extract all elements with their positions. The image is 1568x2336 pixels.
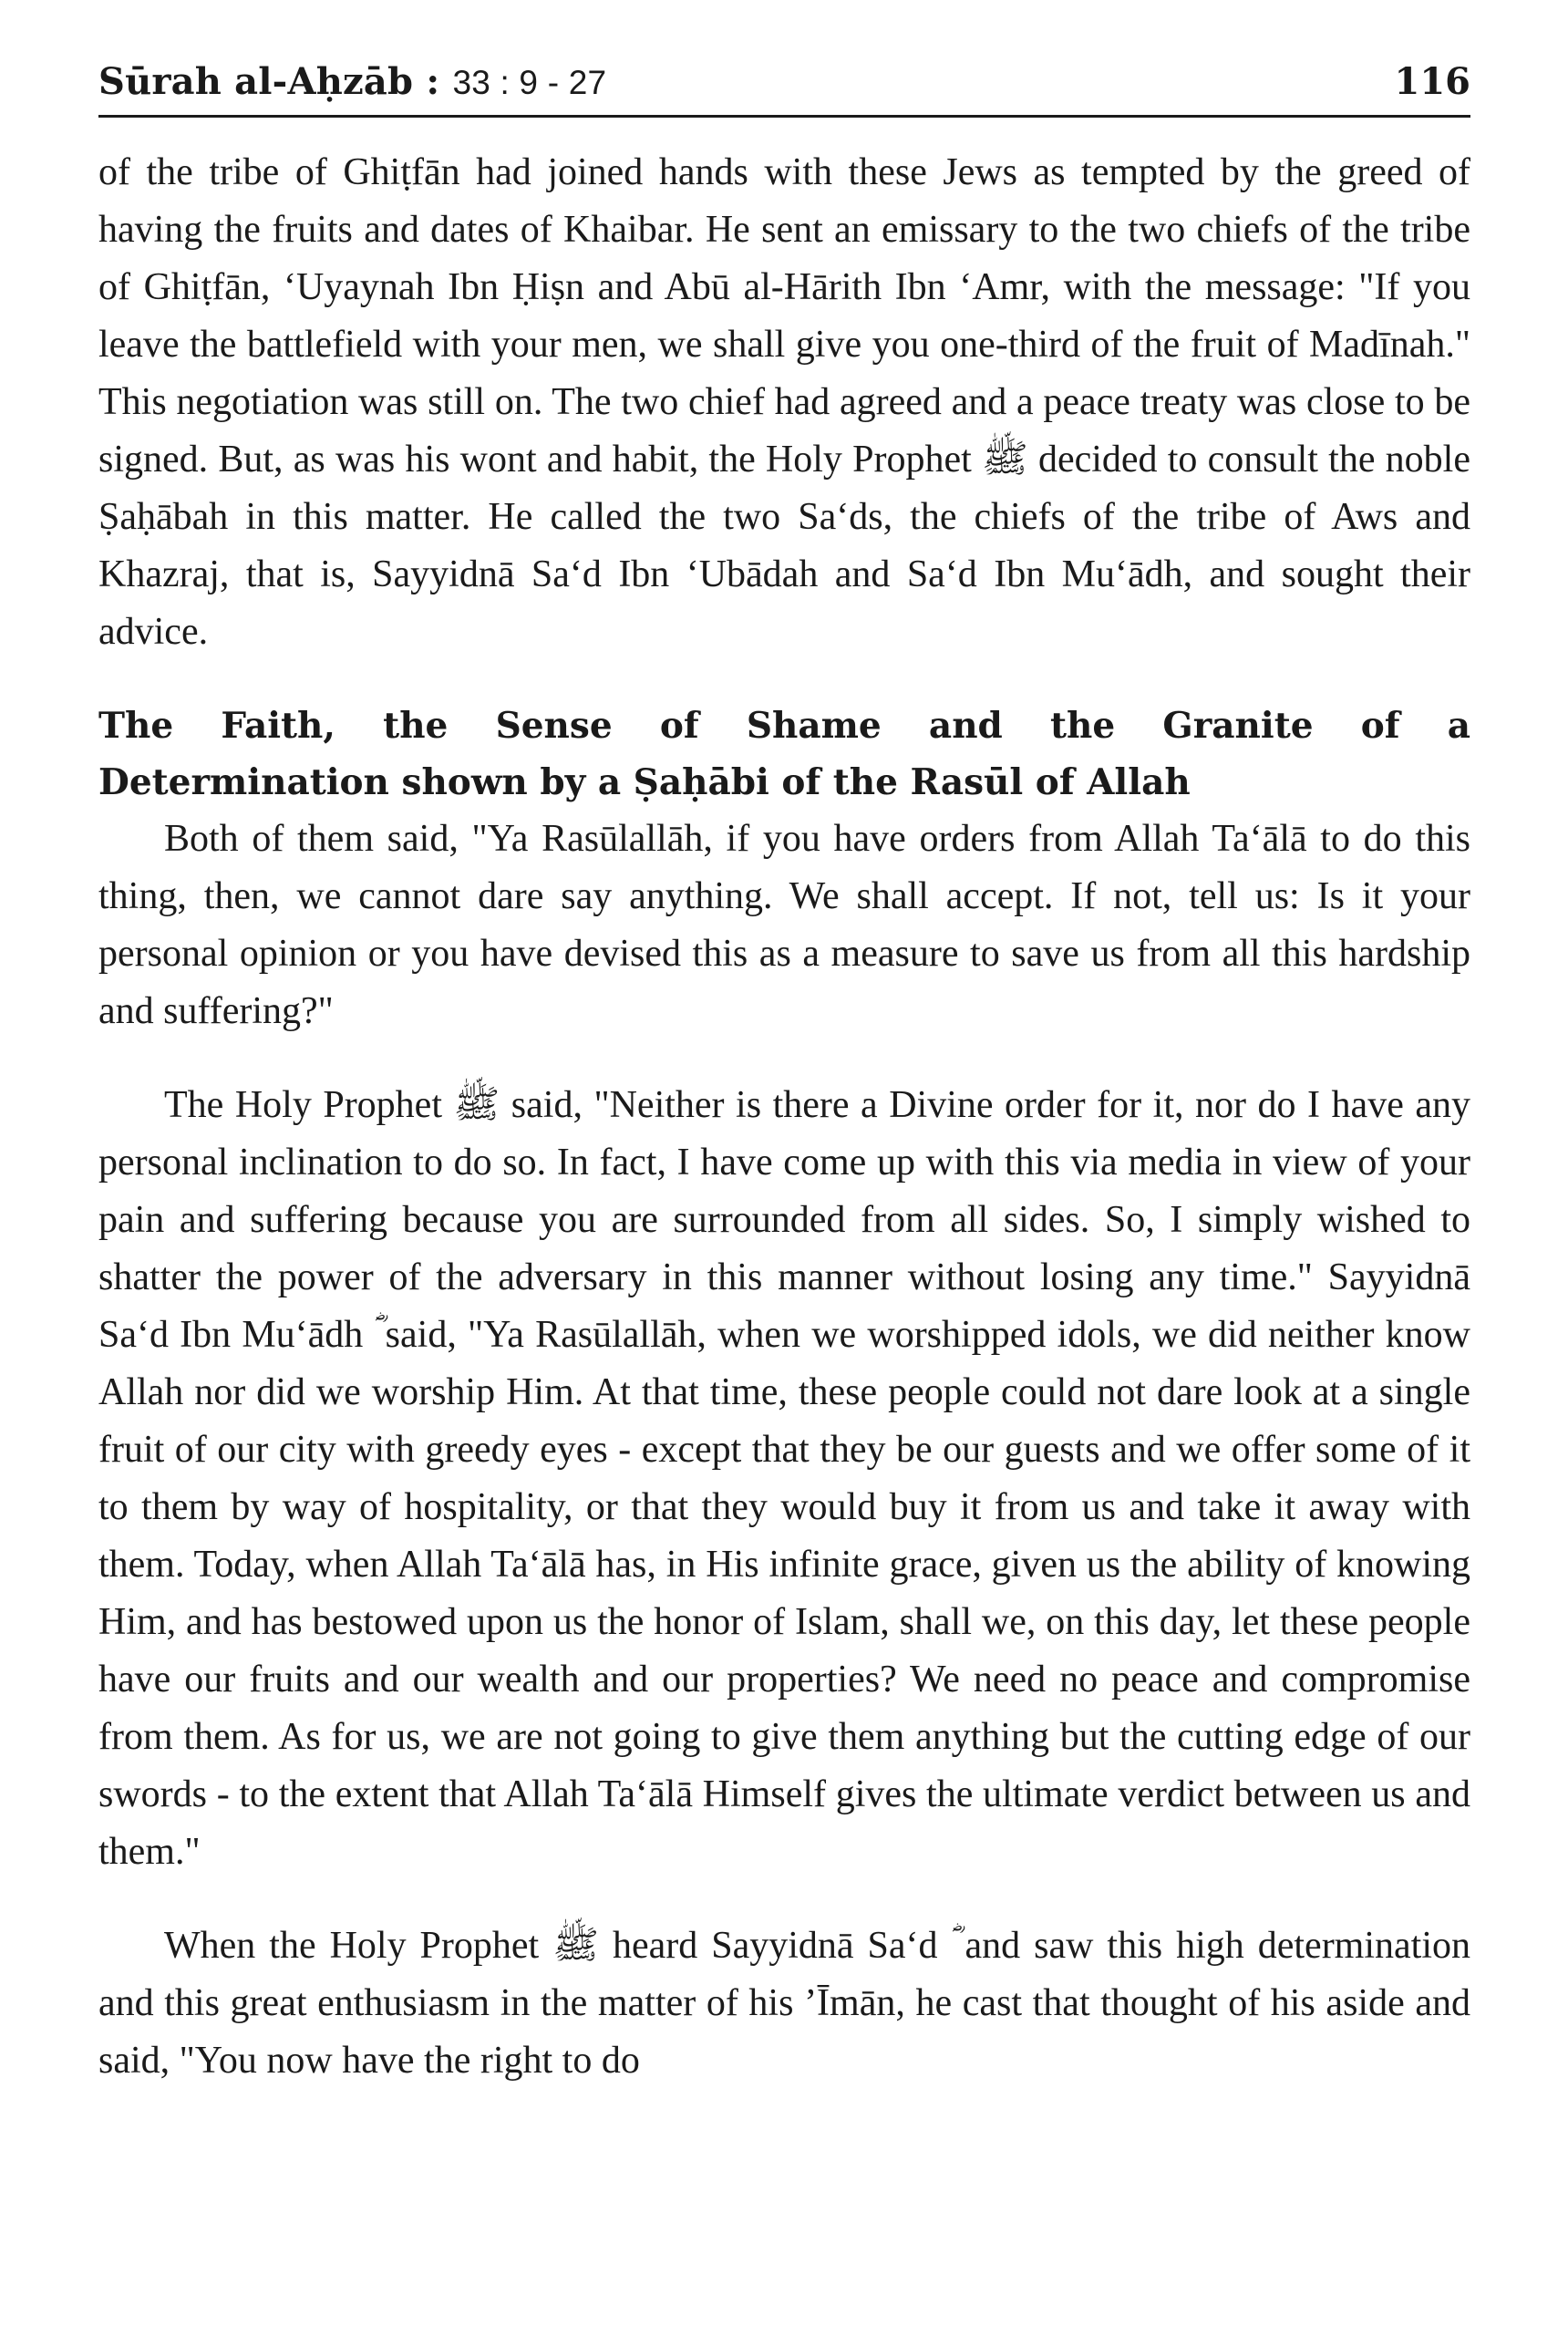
paragraph-1: of the tribe of Ghiṭfān had joined hands with these Jews as tempted by the greed of having the fruits and dates of Khaibar. He sent an emissary to the two chiefs of the tribe of Ghiṭfān, ‘Uyaynah Ibn Ḥiṣn and Abū al-Hārith Ibn ‘Amr, with the message: "If you leave the battlefield with your men, we shall give you one-third of the fruit of Madīnah." This negotiation was still on. The two chief had agreed and a peace treaty was close to be signed. But, as was his wont and habit, the Holy Prophet ﷺ decided to consult the noble Ṣaḥābah in this matter. He called the two Sa‘ds, the chiefs of the tribe of Aws and Khazraj, that is, Sayyidnā Sa‘d Ibn ‘Ubādah and Sa‘d Ibn Mu‘ādh, and sought their advice.	[98, 151, 1470, 653]
header-rule	[98, 115, 1470, 118]
paragraph-2: Both of them said, "Ya Rasūlallāh, if you have orders from Allah Ta‘ālā to do this thing, then, we cannot dare say anything. We shall accept. If not, tell us: Is it your personal opinion or you have devised this as a measure to save us from all this hardship and suffering?"	[98, 818, 1470, 1032]
verse-reference: 33 : 9 - 27	[452, 64, 607, 101]
section-heading-line-2: Determination shown by a Ṣaḥābi of the Rasūl of Allah	[98, 761, 1191, 803]
section-heading	[98, 698, 1470, 811]
paragraph-3: The Holy Prophet ﷺ said, "Neither is there a Divine order for it, nor do I have any personal inclination to do so. In fact, I have come up with this via media in view of your pain and suffering because you are surrounded from all sides. So, I simply wished to shatter the power of the adversary in this manner without losing any time." Sayyidnā Sa‘d Ibn Mu‘ādh ؓ said, "Ya Rasūlallāh, when we worshipped idols, we did neither know Allah nor did we worship Him. At that time, these people could not dare look at a single fruit of our city with greedy eyes - except that they be our guests and we offer some of it to them by way of hospitality, or that they would buy it from us and take it away with them. Today, when Allah Ta‘ālā has, in His infinite grace, given us the ability of knowing Him, and has bestowed upon us the honor of Islam, shall we, on this day, let these people have our fruits and our wealth and our properties? We need no peace and compromise from them. As for us, we are not going to give them anything but the cutting edge of our swords - to the extent that Allah Ta‘ālā Himself gives the ultimate verdict between us and them."	[98, 1084, 1471, 1873]
page-body	[98, 144, 1470, 2090]
page-number: 116	[1394, 60, 1470, 103]
surah-title: Sūrah al-Aḥzāb : 33 : 9 - 27	[98, 60, 607, 103]
section-heading-line-1: The Faith, the Sense of Shame and the Granite of a	[98, 705, 1470, 747]
paragraph-4: When the Holy Prophet ﷺ heard Sayyidnā Sa‘d ؓ and saw this high determination and this great enthusiasm in the matter of his ’Īmān, he cast that thought of his aside and said, "You now have the right to do	[98, 1925, 1471, 2082]
running-header	[98, 55, 1470, 117]
book-page	[98, 55, 1471, 2082]
